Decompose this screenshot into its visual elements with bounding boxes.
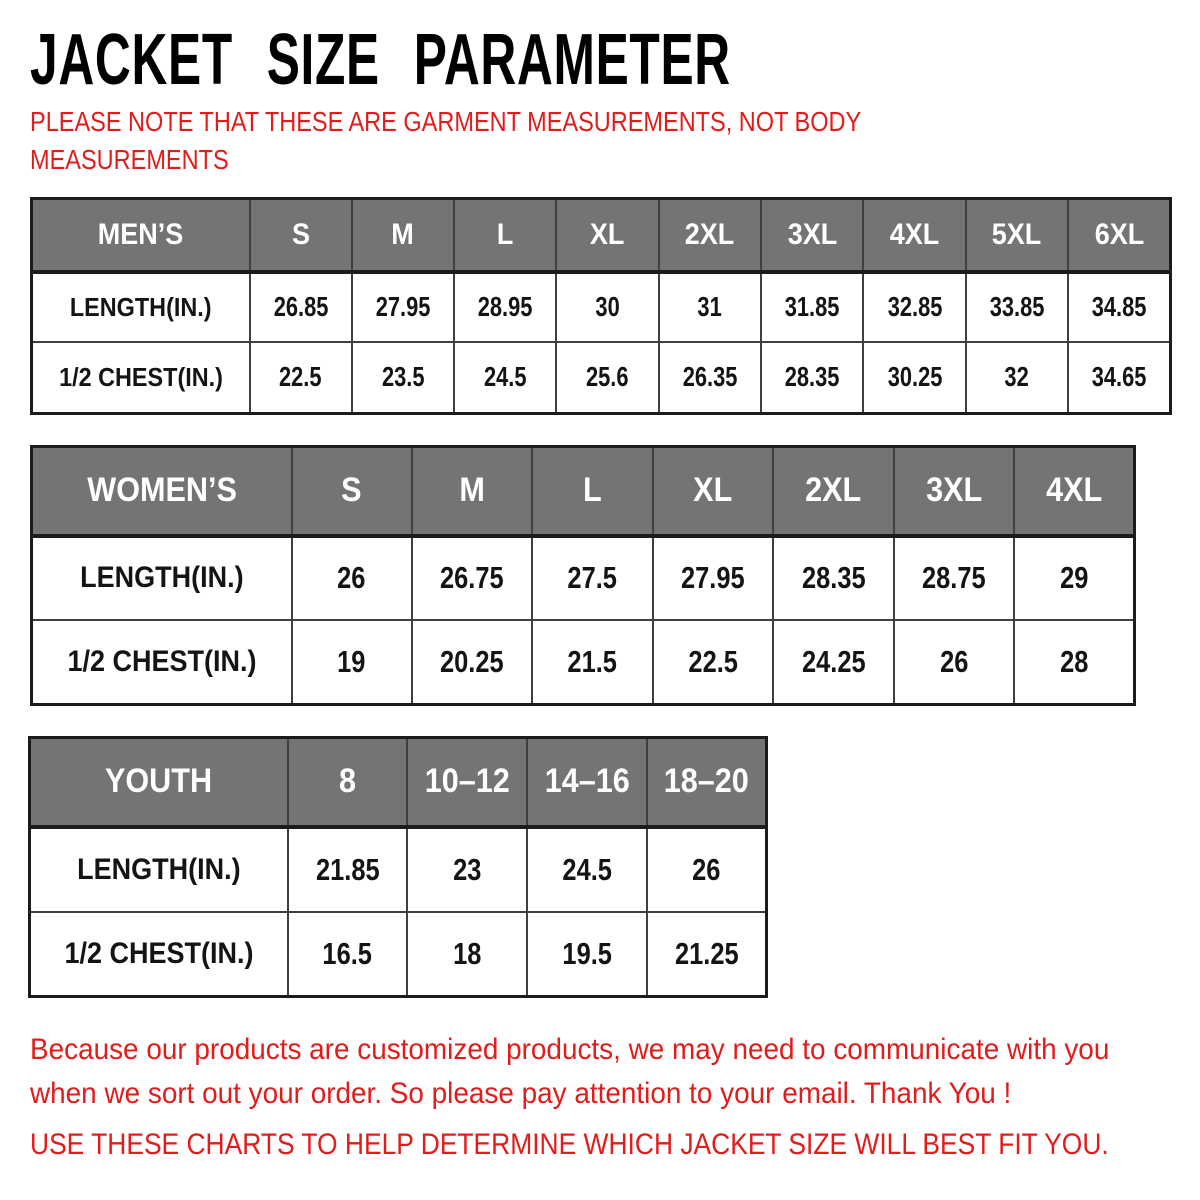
size-value: 26 bbox=[894, 620, 1014, 705]
column-header: 3XL bbox=[761, 199, 863, 272]
size-value: 24.25 bbox=[773, 620, 893, 705]
column-header: 6XL bbox=[1068, 199, 1170, 272]
size-value: 26.75 bbox=[412, 536, 532, 620]
column-header: MEN’S bbox=[32, 199, 250, 272]
page-title: JACKET SIZE PARAMETER bbox=[30, 20, 731, 100]
garment-note-line-2: MEASUREMENTS bbox=[30, 144, 229, 175]
customization-notice-line-2: when we sort out your order. So please pay attention to your email. Thank You ! bbox=[30, 1077, 1012, 1110]
row-label: LENGTH(IN.) bbox=[32, 272, 250, 342]
column-header: 18–20 bbox=[647, 738, 767, 827]
size-value: 30 bbox=[556, 272, 658, 342]
size-value: 28.35 bbox=[773, 536, 893, 620]
size-value: 27.5 bbox=[532, 536, 652, 620]
column-header: M bbox=[352, 199, 454, 272]
youth-header-row bbox=[30, 738, 767, 827]
mens-header-row bbox=[32, 199, 1171, 272]
garment-note-line-1: PLEASE NOTE THAT THESE ARE GARMENT MEASUREMENTS, NOT BODY bbox=[30, 106, 862, 137]
row-label: LENGTH(IN.) bbox=[30, 827, 288, 912]
row-label: LENGTH(IN.) bbox=[32, 536, 292, 620]
youth-size-table bbox=[28, 736, 768, 998]
column-header: WOMEN’S bbox=[32, 447, 292, 536]
size-value: 34.85 bbox=[1068, 272, 1170, 342]
fit-guidance: USE THESE CHARTS TO HELP DETERMINE WHICH JACKET SIZE WILL BEST FIT YOU. bbox=[30, 1128, 1109, 1161]
size-value: 32.85 bbox=[863, 272, 965, 342]
womens-size-table bbox=[30, 445, 1136, 706]
garment-note bbox=[30, 103, 1020, 179]
size-value: 33.85 bbox=[966, 272, 1068, 342]
size-value: 28 bbox=[1014, 620, 1134, 705]
size-value: 29 bbox=[1014, 536, 1134, 620]
size-value: 23 bbox=[407, 827, 527, 912]
column-header: 2XL bbox=[659, 199, 761, 272]
column-header: XL bbox=[556, 199, 658, 272]
size-value: 27.95 bbox=[653, 536, 773, 620]
size-value: 21.5 bbox=[532, 620, 652, 705]
size-value: 16.5 bbox=[288, 912, 408, 997]
size-value: 28.35 bbox=[761, 342, 863, 414]
size-value: 26.35 bbox=[659, 342, 761, 414]
column-header: S bbox=[292, 447, 412, 536]
customization-notice-line-1: Because our products are customized products, we may need to communicate with you bbox=[30, 1033, 1110, 1066]
size-value: 28.95 bbox=[454, 272, 556, 342]
row-label: 1/2 CHEST(IN.) bbox=[32, 620, 292, 705]
size-value: 26 bbox=[647, 827, 767, 912]
size-value: 20.25 bbox=[412, 620, 532, 705]
size-value: 19.5 bbox=[527, 912, 647, 997]
size-value: 28.75 bbox=[894, 536, 1014, 620]
row-label: 1/2 CHEST(IN.) bbox=[30, 912, 288, 997]
column-header: 10–12 bbox=[407, 738, 527, 827]
size-value: 26.85 bbox=[250, 272, 352, 342]
size-value: 31 bbox=[659, 272, 761, 342]
column-header: 4XL bbox=[1014, 447, 1134, 536]
column-header: L bbox=[454, 199, 556, 272]
column-header: S bbox=[250, 199, 352, 272]
column-header: YOUTH bbox=[30, 738, 288, 827]
size-value: 19 bbox=[292, 620, 412, 705]
column-header: 4XL bbox=[863, 199, 965, 272]
size-value: 22.5 bbox=[250, 342, 352, 414]
column-header: 5XL bbox=[966, 199, 1068, 272]
size-value: 21.25 bbox=[647, 912, 767, 997]
table-row bbox=[32, 536, 1135, 620]
table-row bbox=[30, 912, 767, 997]
size-value: 26 bbox=[292, 536, 412, 620]
womens-header-row bbox=[32, 447, 1135, 536]
column-header: M bbox=[412, 447, 532, 536]
size-value: 27.95 bbox=[352, 272, 454, 342]
size-value: 30.25 bbox=[863, 342, 965, 414]
size-value: 34.65 bbox=[1068, 342, 1170, 414]
mens-size-table bbox=[30, 197, 1172, 415]
table-row bbox=[32, 620, 1135, 705]
row-label: 1/2 CHEST(IN.) bbox=[32, 342, 250, 414]
size-value: 24.5 bbox=[527, 827, 647, 912]
column-header: 3XL bbox=[894, 447, 1014, 536]
size-value: 24.5 bbox=[454, 342, 556, 414]
size-value: 18 bbox=[407, 912, 527, 997]
size-value: 31.85 bbox=[761, 272, 863, 342]
table-row bbox=[32, 342, 1171, 414]
column-header: 14–16 bbox=[527, 738, 647, 827]
size-value: 22.5 bbox=[653, 620, 773, 705]
customization-notice bbox=[30, 1028, 1191, 1116]
table-row bbox=[32, 272, 1171, 342]
size-value: 32 bbox=[966, 342, 1068, 414]
column-header: XL bbox=[653, 447, 773, 536]
column-header: L bbox=[532, 447, 652, 536]
size-value: 25.6 bbox=[556, 342, 658, 414]
column-header: 8 bbox=[288, 738, 408, 827]
table-row bbox=[30, 827, 767, 912]
size-value: 21.85 bbox=[288, 827, 408, 912]
column-header: 2XL bbox=[773, 447, 893, 536]
size-value: 23.5 bbox=[352, 342, 454, 414]
